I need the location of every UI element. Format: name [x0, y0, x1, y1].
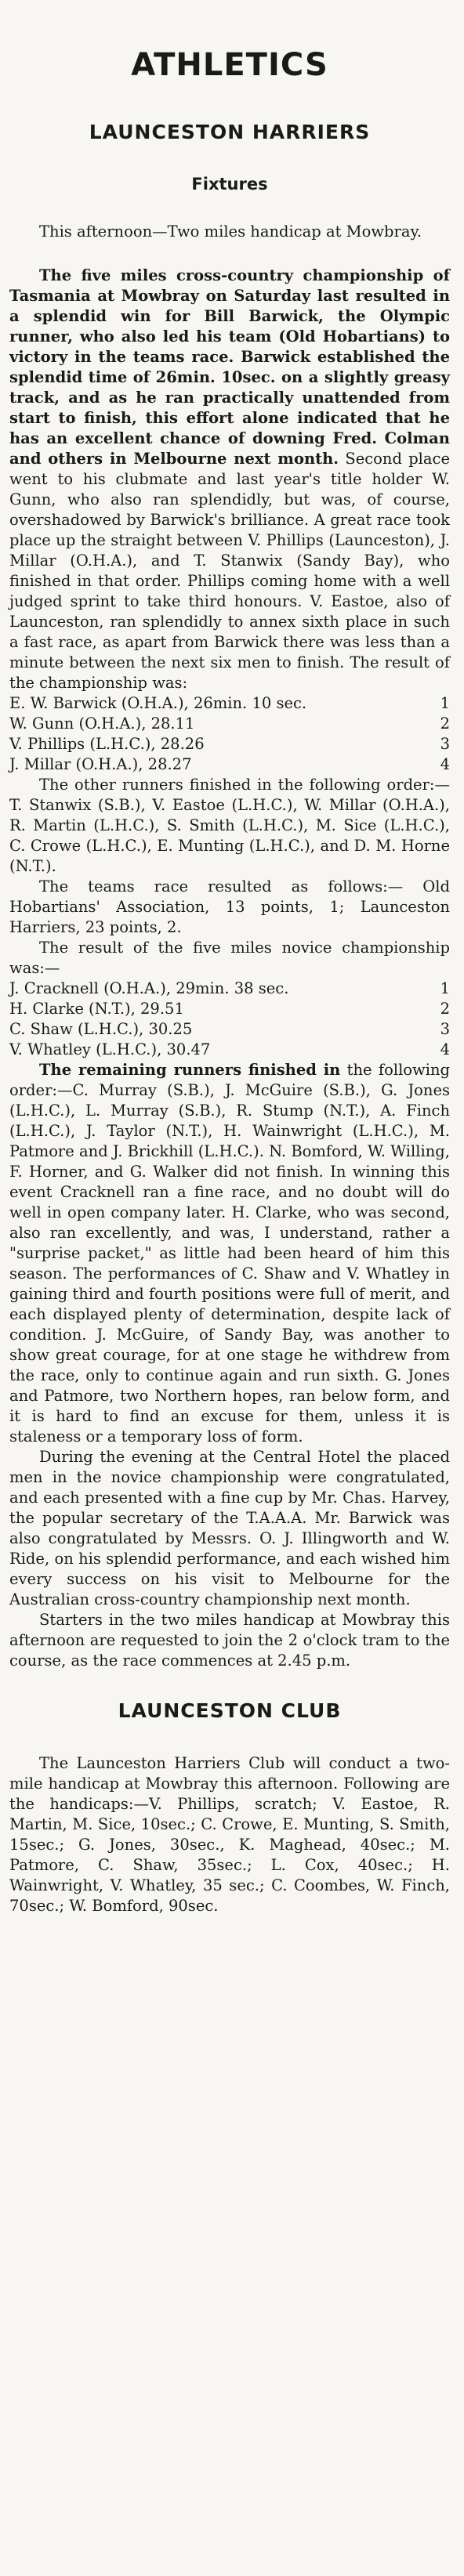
result-line	[9, 999, 450, 1019]
section-heading-club: LAUNCESTON CLUB	[118, 1699, 342, 1722]
report-p5-bold: The remaining runners finished in	[39, 1061, 341, 1079]
club-paragraph: The Launceston Harriers Club will conduct a two-mile handicap at Mowbray this afternoon. Following are the handicaps:—V. Phillips, scratch; V. Eastoe, R. Martin, M. Sice, 10sec.; C. Crowe, E. Munting, S. Smith, 15sec.; G. Jones, 30sec., K. Maghead, 40sec.; M. Patmore, C. Shaw, 35sec.; L. Cox, 40sec.; H. Wainwright, V. Whatley, 35 sec.; C. Coombes, W. Finch, 70sec.; W. Bomford, 90sec.	[9, 1754, 450, 1915]
result-name: J. Cracknell (O.H.A.), 29min. 38 sec.	[9, 979, 289, 997]
result-place: 1	[440, 979, 450, 997]
section-heading-harriers: LAUNCESTON HARRIERS	[89, 121, 371, 143]
championship-results	[9, 693, 450, 775]
result-line	[9, 979, 450, 999]
result-name: V. Whatley (L.H.C.), 30.47	[9, 1040, 211, 1058]
result-place: 4	[440, 1040, 450, 1058]
result-name: W. Gunn (O.H.A.), 28.11	[9, 715, 195, 733]
result-line	[9, 693, 450, 714]
result-place: 4	[440, 755, 450, 773]
result-place: 3	[440, 735, 450, 753]
result-place: 2	[440, 715, 450, 733]
result-name: E. W. Barwick (O.H.A.), 26min. 10 sec.	[9, 694, 307, 712]
result-line	[9, 1019, 450, 1040]
report-paragraph-7: Starters in the two miles handicap at Mowbray this afternoon are requested to join the 2 o'clock tram to the course, as the race commences at 2.45 p.m.	[9, 1611, 450, 1670]
result-name: C. Shaw (L.H.C.), 30.25	[9, 1020, 193, 1038]
report-paragraph-6: During the evening at the Central Hotel the placed men in the novice championship were congratulated, and each presented with a fine cup by Mr. Chas. Harvey, the popular secretary of the T.A.A.A. Mr. Barwick was also congratulated by Messrs. O. J. Illingworth and W. Ride, on his splendid performance, and each wished him every success on his visit to Melbourne for the Australian cross-country championship next month.	[9, 1448, 450, 1608]
result-name: H. Clarke (N.T.), 29.51	[9, 1000, 184, 1018]
result-place: 3	[440, 1020, 450, 1038]
report-paragraph-3: The teams race resulted as follows:— Old Hobartians' Association, 13 points, 1; Launceston Harriers, 23 points, 2.	[9, 877, 450, 936]
result-place: 2	[440, 1000, 450, 1018]
report-paragraph-4: The result of the five miles novice championship was:—	[9, 939, 450, 977]
result-place: 1	[440, 694, 450, 712]
report-lead-rest: Second place went to his clubmate and last year's title holder W. Gunn, who also ran splendidly, but was, of course, overshadowed by Barwick's brilliance. A great race took place up the straight between V. Phillips (Launceston), J. Millar (O.H.A.), and T. Stanwix (Sandy Bay), who finished in that order. Phillips coming home with a well judged sprint to take third honours. V. Eastoe, also of Launceston, ran splendidly to annex sixth place in such a fast race, as apart from Barwick there was less than a minute between the next six men to finish. The result of the championship was:	[9, 450, 451, 692]
report-paragraph-1	[9, 266, 450, 693]
result-line	[9, 714, 450, 734]
report-paragraph-5	[9, 1060, 450, 1447]
result-line	[9, 1040, 450, 1060]
report-lead-bold: The five miles cross-country championship of Tasmania at Mowbray on Saturday last resulted in a splendid win for Bill Barwick, the Olympic runner, who also led his team (Old Hobartians) to victory in the teams race. Barwick established the splendid time of 26min. 10sec. on a slightly greasy track, and as he ran practically unattended from start to finish, this effort alone indicated that he has an excellent chance of downing Fred. Colman and others in Melbourne next month.	[9, 266, 450, 468]
result-line	[9, 754, 450, 775]
fixtures-paragraph: This afternoon—Two miles handicap at Mowbray.	[39, 223, 422, 241]
result-name: J. Millar (O.H.A.), 28.27	[9, 755, 192, 773]
page-title: ATHLETICS	[131, 47, 328, 83]
fixtures-heading: Fixtures	[191, 175, 268, 194]
report-paragraph-2: The other runners finished in the following order:—T. Stanwix (S.B.), V. Eastoe (L.H.C.), W. Millar (O.H.A.), R. Martin (L.H.C.), S. Smith (L.H.C.), M. Sice (L.H.C.), C. Crowe (L.H.C.), E. Munting (L.H.C.), and D. M. Horne (N.T.).	[9, 776, 450, 875]
report-p5-rest: the following order:—C. Murray (S.B.), J. McGuire (S.B.), G. Jones (L.H.C.), L. Murray (S.B.), R. Stump (N.T.), A. Finch (L.H.C.), J. Taylor (N.T.), H. Wainwright (L.H.C.), M. Patmore and J. Brickhill (L.H.C.). N. Bomford, W. Willing, F. Horner, and G. Walker did not finish. In winning this event Cracknell ran a fine race, and no doubt will do well in open company later. H. Clarke, who was second, also ran excellently, and was, I understand, rather a "surprise packet," as little had been heard of him this season. The performances of C. Shaw and V. Whatley in gaining third and fourth positions were full of merit, and each displayed plenty of determination, despite lack of condition. J. McGuire, of Sandy Bay, was another to show great courage, for at one stage he withdrew from the race, only to continue again and run sixth. G. Jones and Patmore, two Northern hopes, ran below form, and it is hard to find an excuse for them, unless it is staleness or a temporary loss of form.	[9, 1061, 451, 1445]
novice-results	[9, 979, 450, 1060]
result-name: V. Phillips (L.H.C.), 28.26	[9, 735, 205, 753]
result-line	[9, 734, 450, 754]
